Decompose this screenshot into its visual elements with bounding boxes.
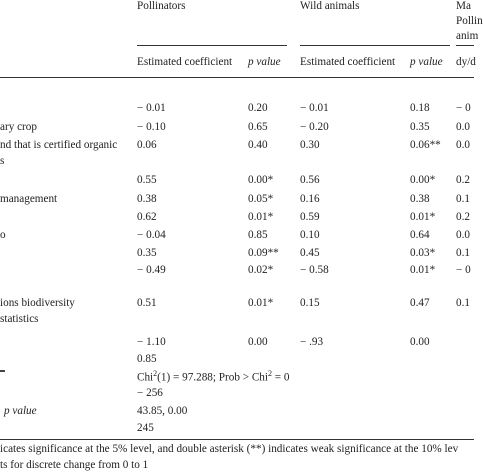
table-cell: 0.00* (410, 174, 436, 186)
table-cell: 0.51 (137, 297, 157, 309)
header-marginal: Ma (456, 0, 471, 12)
stat-cell: 0.85 (137, 353, 157, 365)
chi-square-cell: Chi$^2$(1) = 97.288; Prob > Chi$^2$ = 0 (137, 369, 290, 384)
table-cell: − 0.10 (137, 121, 166, 133)
table-cell: 0.1 (456, 193, 470, 205)
subheader-wild-p: p value (410, 56, 443, 68)
table-cell: 0.09** (248, 247, 279, 259)
stat-cell: − 256 (137, 387, 163, 399)
table-cell: 0.06 (137, 139, 157, 151)
stat-label-text: p value (4, 405, 37, 417)
row-label: o (0, 229, 6, 241)
table-cell: 0.40 (248, 139, 268, 151)
table-cell: 0.1 (456, 297, 470, 309)
table-cell: 0.15 (300, 297, 320, 309)
group-rule-marginal (456, 45, 474, 46)
header-marginal-line3: anim (456, 30, 479, 42)
table-bottom-rule (0, 439, 474, 440)
table-cell: 0.00* (248, 174, 274, 186)
header-pollinators: Pollinators (137, 0, 186, 12)
table-cell: 0.02* (248, 264, 274, 276)
table-cell: 0.0 (456, 139, 470, 151)
table-cell: 0.10 (300, 229, 320, 241)
table-cell: 0.38 (137, 193, 157, 205)
row-label: management (0, 193, 58, 205)
table-cell: 0.47 (410, 297, 430, 309)
row-label-line2: s (0, 155, 5, 167)
table-cell: 0.0 (456, 229, 470, 241)
table-cell: 0.18 (410, 102, 430, 114)
stat-label (4, 405, 37, 417)
row-label: ions biodiversity (0, 297, 75, 309)
stat-cell: 0.00 (410, 336, 430, 348)
stat-cell: 245 (137, 422, 154, 434)
row-label: nd that is certified organic (0, 139, 118, 151)
row-label: ary crop (0, 121, 37, 133)
table-cell: − 0.04 (137, 229, 166, 241)
table-cell: − 0.01 (300, 102, 329, 114)
table-cell: 0.06** (410, 139, 441, 151)
row-label-line2: statistics (0, 313, 39, 325)
table-cell: 0.05* (248, 193, 274, 205)
table-cell: − 0.01 (137, 102, 166, 114)
group-rule-wild (300, 45, 450, 46)
table-cell: 0.16 (300, 193, 320, 205)
table-cell: − 0.58 (300, 264, 329, 276)
table-cell: 0.55 (137, 174, 157, 186)
footnote-line2: ts for discrete change from 0 to 1 (0, 459, 149, 471)
table-cell: 0.30 (300, 139, 320, 151)
table-cell: 0.1 (456, 247, 470, 259)
table-cell: − 0.20 (300, 121, 329, 133)
table-cell: 0.38 (410, 193, 430, 205)
table-cell: 0.01* (248, 211, 274, 223)
table-cell: 0.56 (300, 174, 320, 186)
stat-cell: 43.85, 0.00 (137, 405, 188, 417)
subheader-pol-p: p value (248, 56, 281, 68)
table-cell: 0.03* (410, 247, 436, 259)
header-marginal-line2: Pollin (456, 15, 483, 27)
table-cell: 0.35 (410, 121, 430, 133)
stat-cell: 0.00 (248, 336, 268, 348)
header-bottom-rule (0, 77, 474, 78)
subheader-pol-coef: Estimated coefficient (137, 56, 233, 68)
table-cell: 0.0 (456, 121, 470, 133)
row-marker (0, 370, 5, 372)
table-cell: 0.20 (248, 102, 268, 114)
table-cell: 0.45 (300, 247, 320, 259)
table-cell: − 0 (456, 102, 471, 114)
stat-cell: − 1.10 (137, 336, 166, 348)
group-rule-pollinators (137, 45, 287, 46)
table-cell: 0.62 (137, 211, 157, 223)
table-cell: 0.64 (410, 229, 430, 241)
table-cell: 0.01* (248, 297, 274, 309)
table-cell: 0.65 (248, 121, 268, 133)
table-cell: 0.85 (248, 229, 268, 241)
table-cell: − 0 (456, 264, 471, 276)
table-cell: 0.2 (456, 211, 470, 223)
header-wild-animals: Wild animals (300, 0, 360, 12)
table-cell: 0.35 (137, 247, 157, 259)
stat-cell: − .93 (300, 336, 324, 348)
table-cell: 0.01* (410, 264, 436, 276)
subheader-marginal: dy/d (456, 56, 476, 68)
footnote-line1: icates significance at the 5% level, and double asterisk (**) indicates weak significance at the 10% lev (0, 443, 459, 455)
subheader-wild-coef: Estimated coefficient (300, 56, 396, 68)
table-cell: 0.59 (300, 211, 320, 223)
table-cell: − 0.49 (137, 264, 166, 276)
table-cell: 0.01* (410, 211, 436, 223)
table-cell: 0.2 (456, 174, 470, 186)
